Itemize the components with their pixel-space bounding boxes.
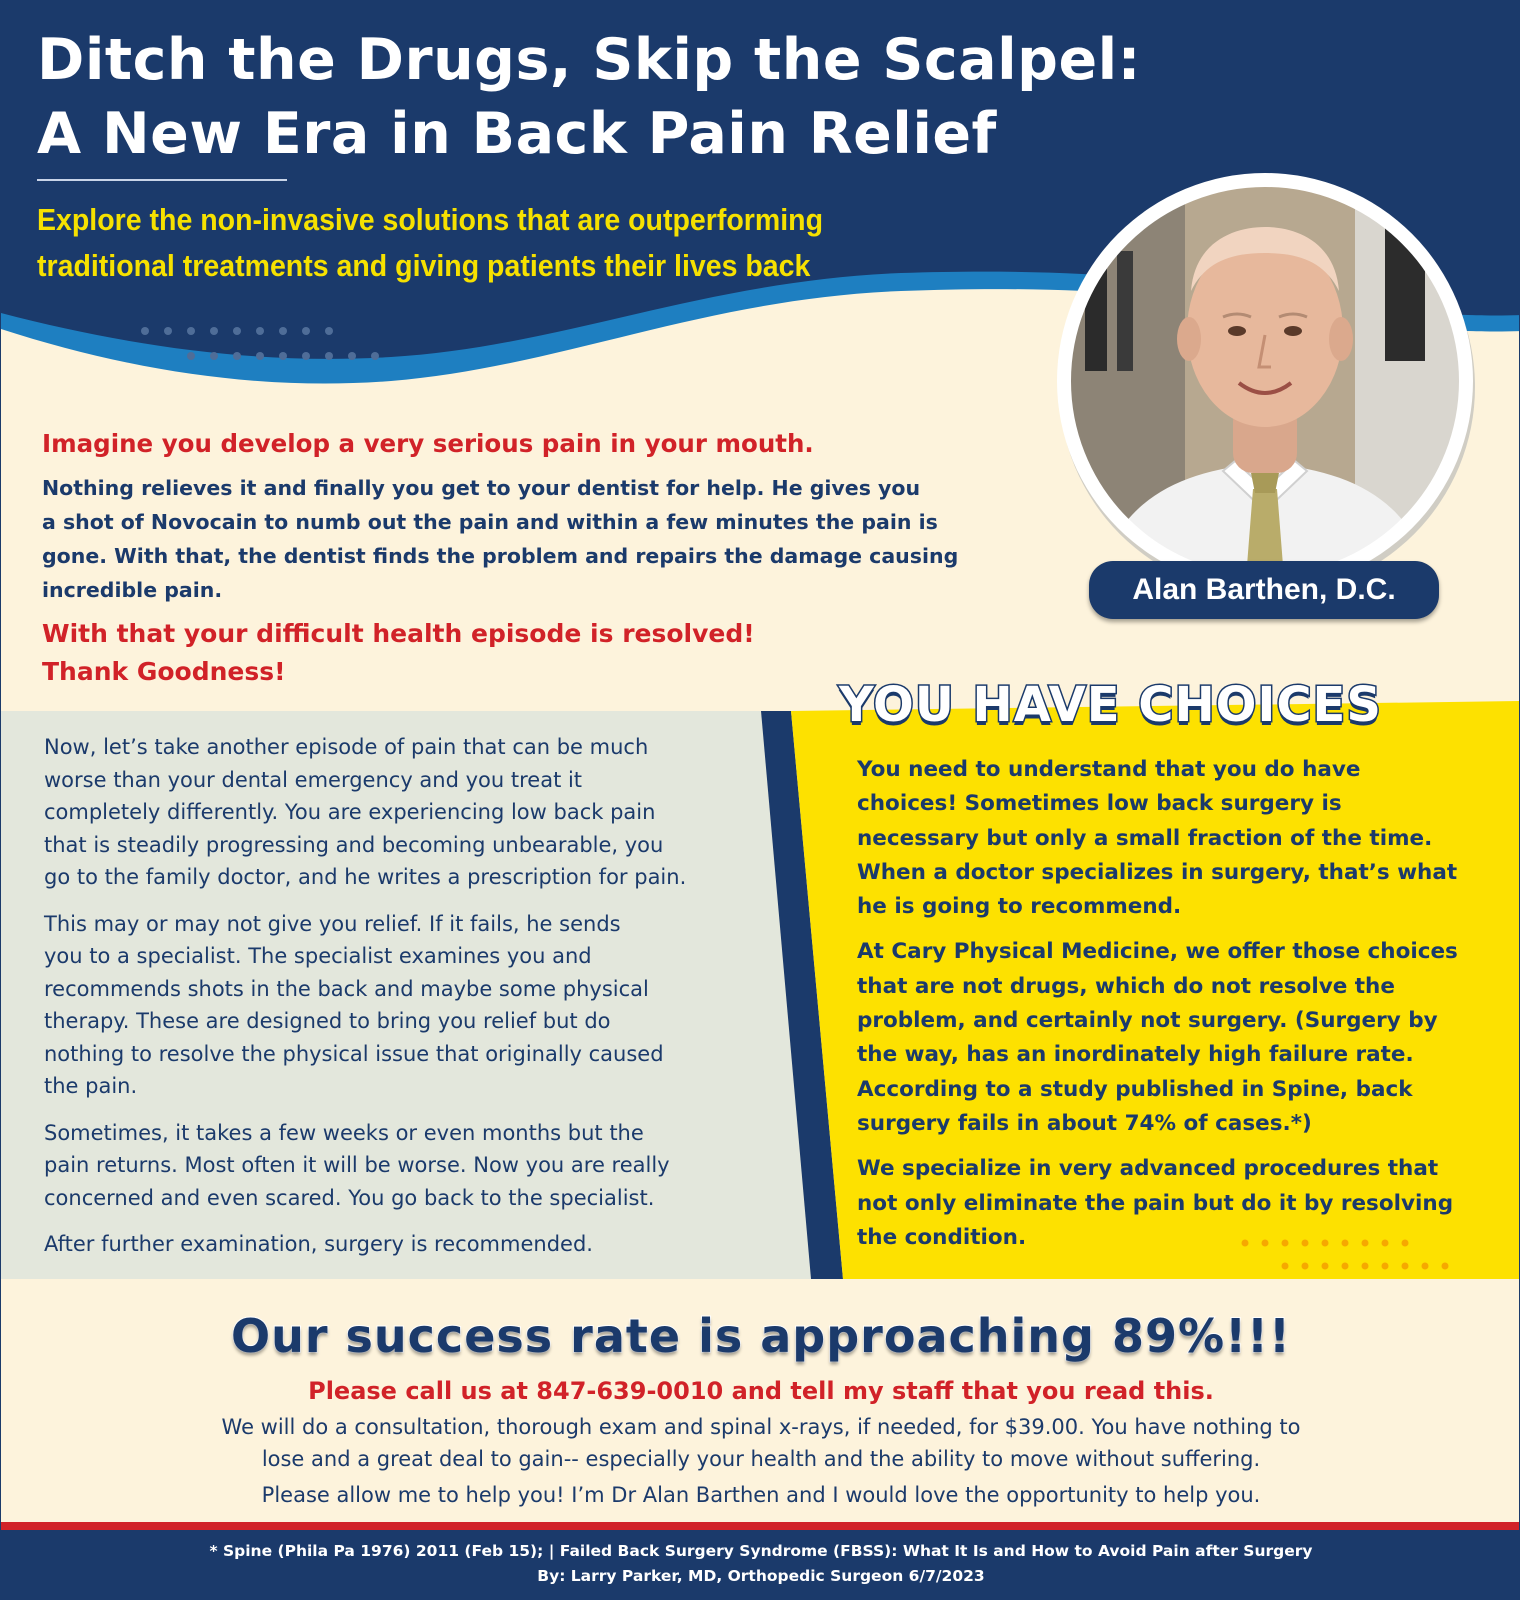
text-line: that are not drugs, which do not resolve the (857, 973, 1395, 999)
intro-body-line: incredible pain. (42, 578, 223, 602)
text-line: the pain. (44, 1074, 138, 1098)
choices-title: YOU HAVE CHOICES (839, 677, 1382, 733)
success-rate-headline: Our success rate is approaching 89%!!! (230, 1309, 1292, 1363)
headline (37, 23, 1141, 171)
text-line: choices! Sometimes low back surgery is (857, 791, 1342, 817)
subheadline (37, 197, 823, 289)
headline-divider (37, 179, 287, 181)
doctor-name-badge: Alan Barthen, D.C. (1089, 561, 1439, 619)
text-line: that is steadily progressing and becoming unbearable, you (44, 832, 664, 857)
subheadline-line-1: Explore the non-invasive solutions that are outperforming (37, 202, 823, 237)
resolved-statement (42, 615, 755, 691)
text-line: We specialize in very advanced procedures that (857, 1156, 1439, 1182)
text-line: Sometimes, it takes a few weeks or even months but the (44, 1120, 644, 1145)
citation-line-2: By: Larry Parker, MD, Orthopedic Surgeon 6/7/2023 (537, 1567, 985, 1585)
text-line: therapy. These are designed to bring you relief but do (44, 1009, 611, 1033)
call-to-action: Please call us at 847-639-0010 and tell my staff that you read this. (308, 1377, 1214, 1405)
right-paragraph-2 (857, 935, 1517, 1141)
text-line: worse than your dental emergency and you treat it (44, 767, 583, 792)
text-line: Now, let’s take another episode of pain that can be much (44, 735, 649, 759)
left-column-text (44, 731, 784, 1275)
text-line: completely differently. You are experiencing low back pain (44, 800, 656, 824)
headline-line-1: Ditch the Drugs, Skip the Scalpel: (37, 27, 1141, 93)
consultation-line-2: lose and a great deal to gain-- especially your health and the ability to move without suffering. (261, 1447, 1261, 1471)
text-line: When a doctor specializes in surgery, that’s what (857, 859, 1458, 885)
subheadline-line-2: traditional treatments and giving patients their lives back (37, 248, 811, 283)
right-column-text (857, 753, 1517, 1266)
text-line: he is going to recommend. (857, 894, 1182, 920)
text-line: You need to understand that you do have (857, 757, 1361, 782)
resolved-line-2: Thank Goodness! (42, 657, 286, 686)
consultation-line-1: We will do a consultation, thorough exam and spinal x-rays, if needed, for $39.00. You have nothing to (221, 1415, 1301, 1439)
text-line: the condition. (857, 1224, 1027, 1250)
text-line: recommends shots in the back and maybe some physical (44, 976, 649, 1001)
doctor-portrait (1055, 171, 1475, 591)
left-paragraph-3 (44, 1117, 784, 1215)
footer-citation (1, 1530, 1520, 1600)
text-line: the way, has an inordinately high failure rate. (857, 1042, 1414, 1068)
headline-line-2: A New Era in Back Pain Relief (37, 101, 997, 167)
right-paragraph-1 (857, 753, 1517, 924)
left-paragraph-4 (44, 1228, 784, 1261)
left-paragraph-1 (44, 731, 784, 894)
text-line: not only eliminate the pain but do it by resolving (857, 1190, 1454, 1216)
resolved-line-1: With that your difficult health episode is resolved! (42, 619, 755, 648)
intro-heading: Imagine you develop a very serious pain in your mouth. (42, 429, 814, 458)
closing-statement: Please allow me to help you! I’m Dr Alan Barthen and I would love the opportunity to help you. (261, 1483, 1261, 1507)
text-line: surgery fails in about 74% of cases.*) (857, 1110, 1312, 1136)
text-line: necessary but only a small fraction of the time. (857, 825, 1433, 851)
intro-body-line: gone. With that, the dentist finds the problem and repairs the damage causing (42, 544, 959, 568)
text-line: pain returns. Most often it will be worse. Now you are really (44, 1153, 670, 1177)
text-line: you to a specialist. The specialist examines you and (44, 944, 592, 968)
intro-body (42, 471, 1022, 607)
left-paragraph-2 (44, 908, 784, 1103)
citation-line-1: * Spine (Phila Pa 1976) 2011 (Feb 15); | Failed Back Surgery Syndrome (FBSS): What It Is and How to Avoid Pain after Surgery (209, 1542, 1313, 1560)
text-line: nothing to resolve the physical issue that originally caused (44, 1041, 664, 1066)
text-line: go to the family doctor, and he writes a prescription for pain. (44, 865, 687, 889)
right-paragraph-3 (857, 1152, 1517, 1255)
text-line: problem, and certainly not surgery. (Surgery by (857, 1008, 1438, 1034)
intro-body-line: Nothing relieves it and finally you get to your dentist for help. He gives you (42, 476, 921, 500)
text-line: According to a study published in Spine, back (857, 1076, 1413, 1102)
consultation-offer (1, 1411, 1520, 1475)
text-line: concerned and even scared. You go back to the specialist. (44, 1185, 655, 1210)
text-line: At Cary Physical Medicine, we offer those choices (857, 939, 1458, 965)
text-line: This may or may not give you relief. If it fails, he sends (44, 911, 621, 936)
text-line: After further examination, surgery is recommended. (44, 1232, 593, 1256)
intro-body-line: a shot of Novocain to numb out the pain and within a few minutes the pain is (42, 510, 938, 534)
footer-accent-bar (1, 1522, 1520, 1530)
